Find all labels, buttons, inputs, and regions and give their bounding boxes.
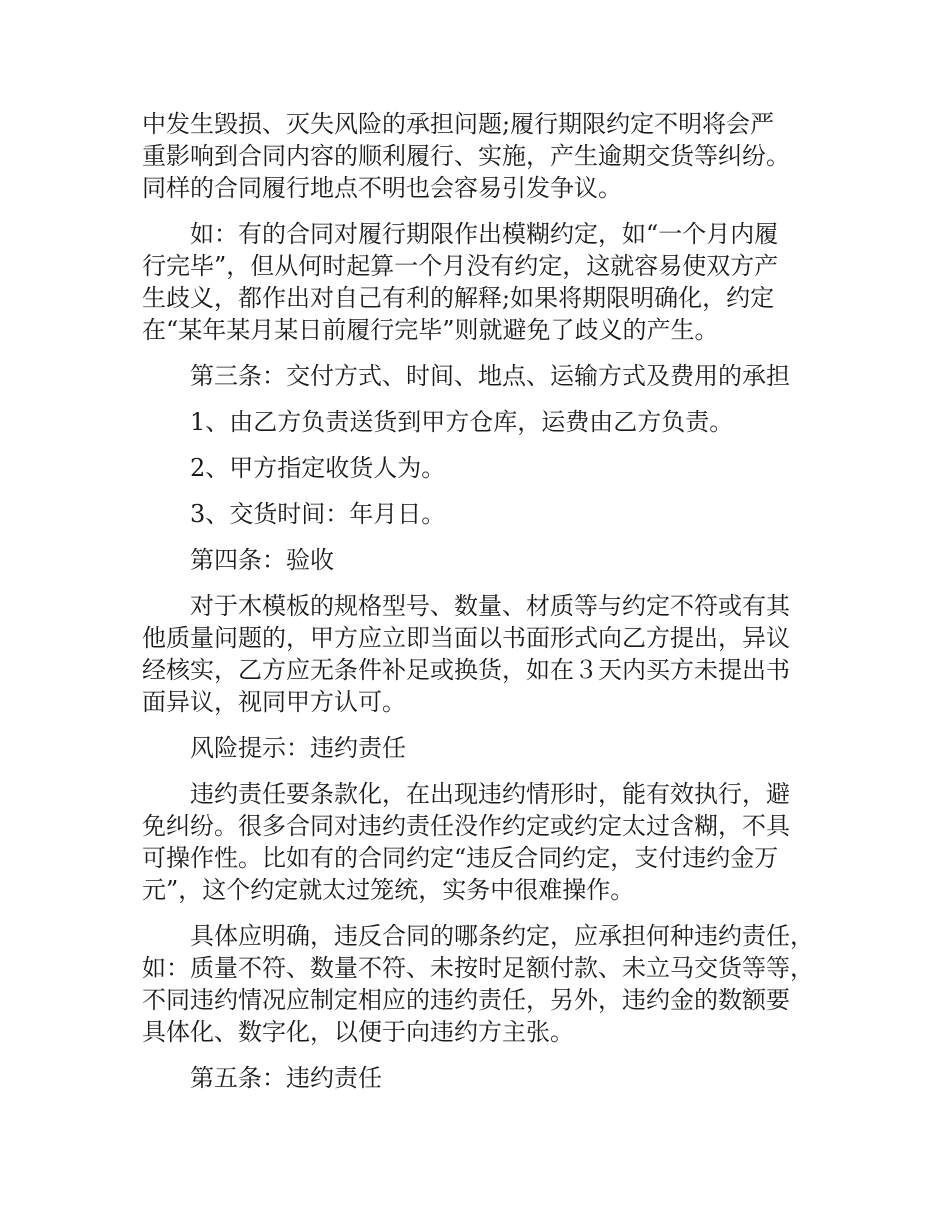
text-line: 同样的合同履行地点不明也会容易引发争议。 xyxy=(142,174,622,202)
document-body xyxy=(142,108,830,1108)
article-3-item-2 xyxy=(142,452,830,484)
article-3-heading xyxy=(142,360,830,392)
text-line: 免纠纷。很多合同对违约责任没作约定或约定太过含糊，不具 xyxy=(142,812,790,840)
text-line: 如：有的合同对履行期限作出模糊约定，如“一个月内履 xyxy=(190,220,779,248)
text-line: 可操作性。比如有的合同约定“违反合同约定，支付违约金万 xyxy=(142,844,779,872)
text-line: 元”，这个约定就太过笼统，实务中很难操作。 xyxy=(142,876,635,904)
article-4-body xyxy=(142,590,830,718)
paragraph-example xyxy=(142,218,830,346)
article-3-item-1 xyxy=(142,406,830,438)
risk-heading xyxy=(142,732,830,764)
article-5-heading xyxy=(142,1062,830,1094)
text-line: 违约责任要条款化，在出现违约情形时，能有效执行，避 xyxy=(190,780,790,808)
text-line: 1、由乙方负责送货到甲方仓库，运费由乙方负责。 xyxy=(190,408,734,436)
text-line: 如：质量不符、数量不符、未按时足额付款、未立马交货等等， xyxy=(142,954,814,982)
heading-text: 第五条：违约责任 xyxy=(190,1064,382,1092)
text-line: 重影响到合同内容的顺利履行、实施，产生逾期交货等纠纷。 xyxy=(142,142,790,170)
text-line: 3、交货时间：年月日。 xyxy=(190,500,446,528)
text-line: 中发生毁损、灭失风险的承担问题;履行期限约定不明将会严 xyxy=(142,110,775,138)
risk-body-2 xyxy=(142,920,830,1048)
text-line: 不同违约情况应制定相应的违约责任，另外，违约金的数额要 xyxy=(142,986,790,1014)
text-line: 行完毕”，但从何时起算一个月没有约定，这就容易使双方产 xyxy=(142,252,779,280)
text-line: 对于木模板的规格型号、数量、材质等与约定不符或有其 xyxy=(190,592,790,620)
text-line: 经核实，乙方应无条件补足或换货，如在３天内买方未提出书 xyxy=(142,656,790,684)
text-line: 在“某年某月某日前履行完毕”则就避免了歧义的产生。 xyxy=(142,316,719,344)
text-line: 具体应明确，违反合同的哪条约定，应承担何种违约责任， xyxy=(190,922,814,950)
article-3-item-3 xyxy=(142,498,830,530)
text-line: 生歧义，都作出对自己有利的解释;如果将期限明确化，约定 xyxy=(142,284,775,312)
heading-text: 风险提示：违约责任 xyxy=(190,734,406,762)
text-line: 2、甲方指定收货人为。 xyxy=(190,454,446,482)
text-line: 他质量问题的，甲方应立即当面以书面形式向乙方提出，异议 xyxy=(142,624,790,652)
heading-text: 第三条：交付方式、时间、地点、运输方式及费用的承担 xyxy=(190,362,790,390)
risk-body-1 xyxy=(142,778,830,906)
heading-text: 第四条：验收 xyxy=(190,546,334,574)
article-4-heading xyxy=(142,544,830,576)
text-line: 面异议，视同甲方认可。 xyxy=(142,688,406,716)
text-line: 具体化、数字化，以便于向违约方主张。 xyxy=(142,1018,574,1046)
paragraph-continuation xyxy=(142,108,830,204)
